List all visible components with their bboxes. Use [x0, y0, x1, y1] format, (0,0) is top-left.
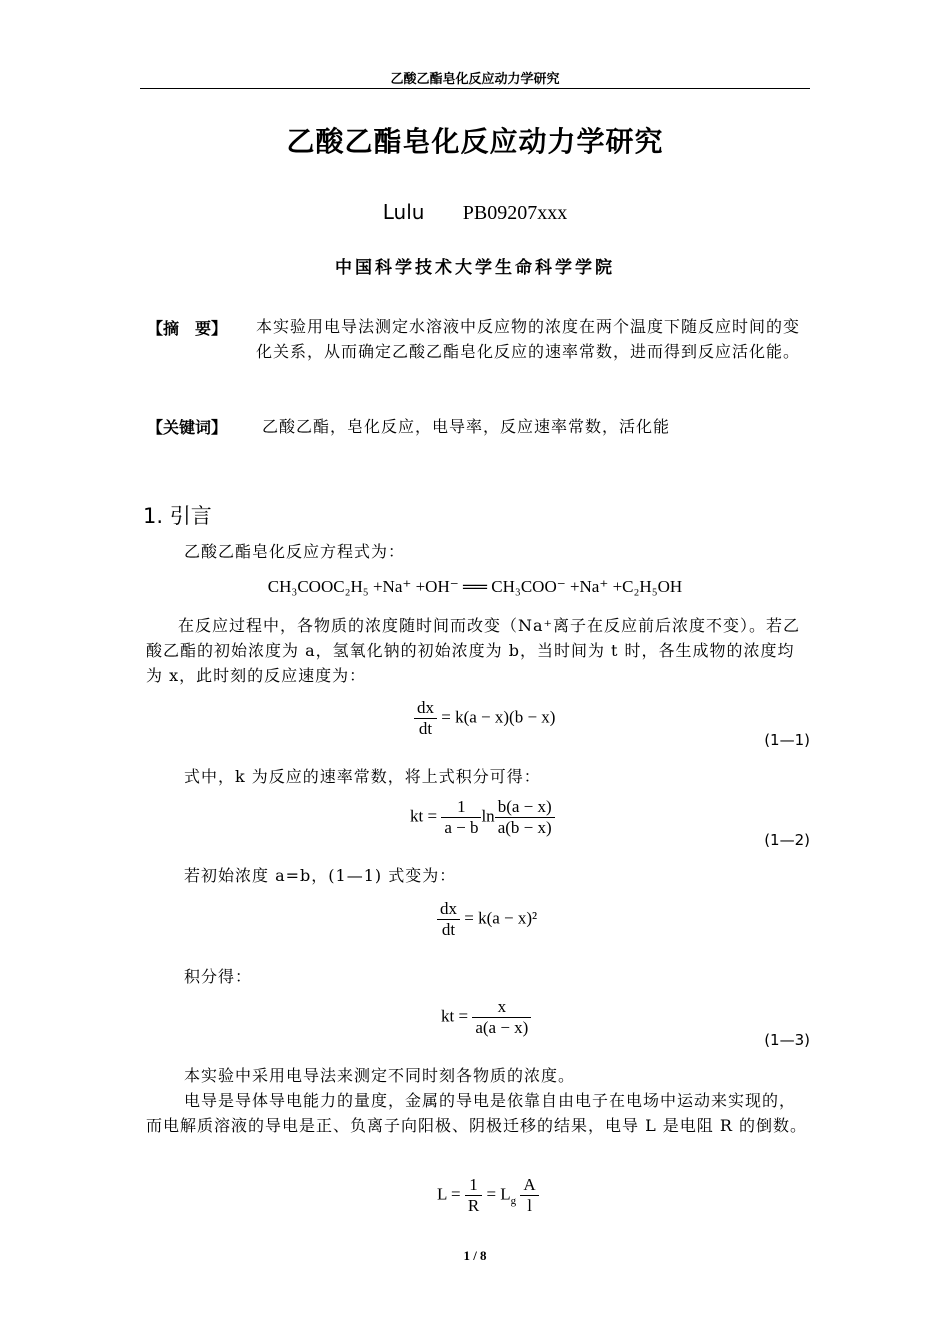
eq-numerator: b(a − x) [495, 797, 555, 818]
section-heading: 1. 引言 [143, 504, 212, 528]
eq-numerator: dx [437, 899, 460, 920]
paragraph: 积分得： [184, 967, 253, 986]
keywords-label: 【关键词】 [147, 418, 228, 437]
equation-1-1 [414, 698, 555, 739]
paragraph: 在反应过程中，各物质的浓度随时间而改变（Na⁺离子在反应前后浓度不变）。若乙酸乙酯的初始浓度为 a，氢氧化钠的初始浓度为 b，当时间为 t 时，各生成物的浓度均为 x，此时刻的反应速度为： [146, 616, 800, 685]
eq-denominator: R [467, 1196, 480, 1215]
paragraph: 电导是导体导电能力的量度，金属的导电是依靠自由电子在电场中运动来实现的，而电解质溶液的导电是正、负离子向阳极、阴极迁移的结果，电导 L 是电阻 R 的倒数。 [146, 1091, 808, 1135]
running-header: 乙酸乙酯皂化反应动力学研究 [390, 72, 560, 87]
eq-mid: = L [486, 1184, 511, 1204]
eq-subscript: g [510, 1194, 517, 1207]
paragraph: 乙酸乙酯皂化反应方程式为： [184, 542, 406, 561]
abstract-label: 【摘 要】 [147, 319, 228, 338]
equation-conductance [437, 1175, 539, 1216]
paragraph: 式中，k 为反应的速率常数，将上式积分可得： [184, 767, 541, 786]
reaction-equation: CH₃COOC₂H₅ +Na⁺ +OH⁻ ══ CH₃COO⁻ +Na⁺ +C₂H₅OH [267, 577, 683, 596]
abstract-text: 本实验用电导法测定水溶液中反应物的浓度在两个温度下随反应时间的变化关系，从而确定乙酸乙酯皂化反应的速率常数，进而得到反应活化能。 [256, 317, 801, 361]
eq-numerator: A [520, 1175, 538, 1196]
affiliation: 中国科学技术大学生命科学学院 [335, 258, 615, 278]
eq-denominator: l [527, 1196, 532, 1215]
eq-denominator: dt [441, 920, 456, 939]
eq-denominator: dt [418, 719, 433, 738]
eq-denominator: a − b [444, 818, 479, 837]
author-line [0, 200, 950, 225]
equation-1-3 [441, 997, 531, 1038]
equation-number: (1—2) [764, 831, 810, 849]
eq-lhs: L = [437, 1184, 461, 1204]
header-rule [140, 88, 810, 89]
paragraph: 本实验中采用电导法来测定不同时刻各物质的浓度。 [184, 1066, 576, 1085]
eq-ln: ln [481, 806, 495, 826]
paper-title: 乙酸乙酯皂化反应动力学研究 [286, 125, 664, 158]
eq-denominator: a(b − x) [497, 818, 552, 837]
eq-lhs: kt = [410, 806, 438, 826]
eq-numerator: 1 [465, 1175, 482, 1196]
page-number: 1 / 8 [463, 1248, 487, 1263]
equation-rate-a-equals-b [437, 899, 537, 940]
eq-numerator: 1 [441, 797, 481, 818]
eq-rhs: = k(a − x)(b − x) [441, 707, 556, 727]
equation-number: (1—1) [764, 731, 810, 749]
keywords-text: 乙酸乙酯，皂化反应，电导率，反应速率常数，活化能 [262, 417, 671, 436]
eq-rhs: = k(a − x)² [464, 908, 538, 928]
eq-numerator: dx [414, 698, 437, 719]
author-name: Lulu [382, 200, 425, 224]
eq-denominator: a(a − x) [475, 1018, 529, 1037]
equation-1-2 [410, 797, 555, 838]
eq-lhs: kt = [441, 1006, 469, 1026]
eq-numerator: x [472, 997, 531, 1018]
equation-number: (1—3) [764, 1031, 810, 1049]
student-id: PB09207xxx [462, 202, 568, 224]
paragraph: 若初始浓度 a=b，(1—1) 式变为： [184, 866, 457, 885]
